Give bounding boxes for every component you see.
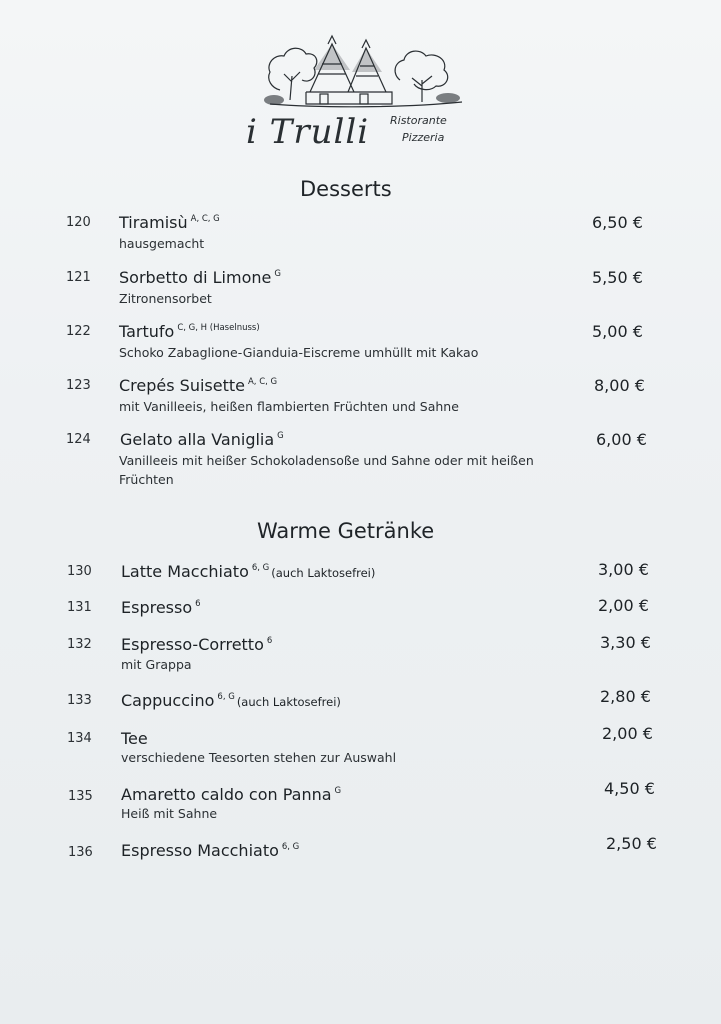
item-number: 120 <box>66 215 91 230</box>
item-number: 123 <box>66 378 91 393</box>
section-title-warme-getraenke: Warme Getränke <box>257 519 435 543</box>
item-description: mit Grappa <box>121 657 192 672</box>
allergen-codes: 6, G <box>281 842 300 852</box>
item-number: 135 <box>68 789 93 804</box>
item-name: Espresso $^6$ <box>121 598 201 617</box>
item-price: 8,00 € <box>594 376 645 395</box>
item-price: 6,50 € <box>592 213 643 232</box>
item-price: 4,50 € <box>604 779 655 798</box>
allergen-codes: 6 <box>195 599 201 609</box>
restaurant-logo <box>246 30 472 152</box>
item-name: Amaretto caldo con Panna $^G$ <box>121 785 342 804</box>
item-name: Latte Macchiato $^{6, G}$ (auch Laktosefrei) <box>121 562 376 581</box>
item-name: Tee <box>121 729 148 748</box>
item-price: 3,00 € <box>598 560 649 579</box>
item-number: 132 <box>67 637 92 652</box>
logo-subtitle-ristorante: Ristorante <box>390 114 447 127</box>
item-number: 133 <box>67 693 92 708</box>
item-name: Espresso Macchiato $^{6, G}$ <box>121 841 300 860</box>
item-number: 130 <box>67 564 92 579</box>
item-number: 134 <box>67 731 92 746</box>
allergen-codes: 6, G <box>217 692 235 702</box>
item-name: Crepés Suisette $^{A, C, G}$ <box>119 376 278 395</box>
item-description: Zitronensorbet <box>119 291 212 306</box>
item-suffix: (auch Laktosefrei) <box>236 695 341 709</box>
trulli-illustration <box>262 30 472 110</box>
allergen-codes: C, G, H (Haselnuss) <box>177 323 260 333</box>
item-price: 2,00 € <box>602 724 653 743</box>
logo-name: i Trulli <box>246 112 370 152</box>
item-description: hausgemacht <box>119 236 205 251</box>
item-price: 6,00 € <box>596 430 647 449</box>
item-price: 3,30 € <box>600 633 651 652</box>
logo-subtitle-pizzeria: Pizzeria <box>402 131 445 144</box>
item-name: Espresso-Corretto $^6$ <box>121 635 273 654</box>
item-name: Gelato alla Vaniglia $^G$ <box>120 430 284 449</box>
item-number: 131 <box>67 600 92 615</box>
allergen-codes: A, C, G <box>247 377 278 387</box>
allergen-codes: 6, G <box>251 563 270 573</box>
allergen-codes: G <box>274 269 281 279</box>
item-number: 121 <box>66 270 91 285</box>
allergen-codes: G <box>277 431 284 441</box>
item-name: Tartufo $^{C, G, H (Haselnuss)}$ <box>119 322 260 341</box>
section-title-desserts: Desserts <box>300 177 392 201</box>
item-description: mit Vanilleeis, heißen flambierten Früchten und Sahne <box>119 399 459 414</box>
item-description: Vanilleeis mit heißer Schokoladensoße und Sahne oder mit heißen Früchten <box>119 453 534 487</box>
item-name: Cappuccino $^{6, G}$ (auch Laktosefrei) <box>121 691 341 710</box>
item-price: 2,00 € <box>598 596 649 615</box>
item-price: 2,50 € <box>606 834 657 853</box>
item-description: Schoko Zabaglione-Gianduia-Eiscreme umhüllt mit Kakao <box>119 345 479 360</box>
item-number: 122 <box>66 324 91 339</box>
item-number: 136 <box>68 845 93 860</box>
allergen-codes: 6 <box>266 636 273 646</box>
item-description: Heiß mit Sahne <box>121 806 218 821</box>
allergen-codes: G <box>334 786 342 796</box>
item-name: Tiramisù $^{A, C, G}$ <box>119 213 220 232</box>
item-price: 5,50 € <box>592 268 643 287</box>
allergen-codes: A, C, G <box>190 214 220 224</box>
item-number: 124 <box>66 432 91 447</box>
item-price: 2,80 € <box>600 687 651 706</box>
item-price: 5,00 € <box>592 322 643 341</box>
item-name: Sorbetto di Limone $^G$ <box>119 268 281 287</box>
item-description: verschiedene Teesorten stehen zur Auswahl <box>121 750 397 765</box>
item-suffix: (auch Laktosefrei) <box>271 566 376 580</box>
